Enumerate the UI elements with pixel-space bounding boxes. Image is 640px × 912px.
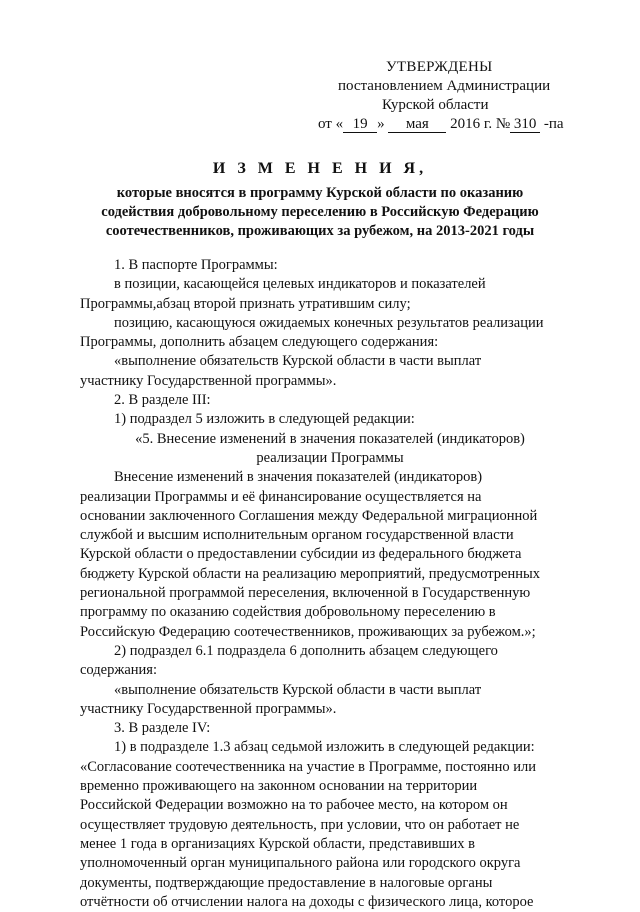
text-line: «выполнение обязательств Курской области в части выплат: [114, 353, 482, 370]
text-line: документы, подтверждающие предоставление в налоговые органы: [80, 874, 493, 891]
approval-date-line: [318, 115, 578, 134]
text-line: осуществляет трудовую деятельность, при условии, что он работает не: [80, 816, 520, 833]
document-body: [80, 256, 580, 912]
text-line: Программы, дополнить абзацем следующего содержания:: [80, 334, 439, 351]
text-line: Российскую Федерацию соотечественников, проживающих за рубежом.»;: [80, 623, 536, 640]
text-line: региональной программой переселения, включенной в Государственную: [80, 585, 531, 602]
text-line: 2) подраздел 6.1 подраздела 6 дополнить абзацем следующего: [114, 642, 498, 659]
text-line: в позиции, касающейся целевых индикаторов и показателей: [114, 276, 486, 293]
text-line: службой и высшим исполнительным органом государственной власти: [80, 527, 514, 544]
approval-stamp: [318, 58, 578, 134]
text-line: уполномоченный орган муниципального района или городского округа: [80, 855, 521, 872]
text-line: бюджету Курской области на реализацию мероприятий, предусмотренных: [80, 565, 540, 582]
decree-suffix: -па: [543, 116, 564, 132]
text-line: «выполнение обязательств Курской области в части выплат: [114, 681, 482, 698]
approval-title: УТВЕРЖДЕНЫ: [386, 59, 493, 75]
text-line: «5. Внесение изменений в значения показателей (индикаторов): [135, 430, 525, 447]
text-line: содержания:: [80, 662, 158, 679]
document-heading: [60, 160, 580, 241]
text-line: Внесение изменений в значения показателей (индикаторов): [114, 469, 483, 486]
decree-number: 310: [510, 117, 540, 133]
text-line: реализации Программы и её финансирование осуществляется на: [80, 488, 482, 505]
text-line: участнику Государственной программы».: [80, 700, 337, 717]
date-prefix: от «: [318, 116, 344, 132]
heading-subtitle-2: содействия добровольному переселению в Российскую Федерацию: [101, 204, 539, 220]
text-line: отчётности об отчислении налога на доходы с физического лица, которое: [80, 893, 534, 910]
heading-subtitle-1: которые вносятся в программу Курской области по оказанию: [116, 185, 524, 201]
text-line: 2. В разделе III:: [114, 392, 211, 409]
approval-issuer: постановлением Администрации: [338, 78, 551, 94]
text-line: программу по оказанию содействия добровольному переселению в: [80, 604, 496, 621]
text-line: Курской области о предоставлении субсидии из федерального бюджета: [80, 546, 522, 563]
date-month: мая: [388, 117, 446, 133]
heading-title: И З М Е Н Е Н И Я,: [212, 160, 428, 177]
text-line: реализации Программы: [256, 449, 404, 466]
text-line: основании заключенного Соглашения между Федеральной миграционной: [80, 507, 538, 524]
text-line: участнику Государственной программы».: [80, 372, 337, 389]
text-line: временно проживающего на законном основании на территории: [80, 778, 478, 795]
text-line: Российской Федерации возможно на то рабочее место, на котором он: [80, 797, 508, 814]
text-line: позицию, касающуюся ожидаемых конечных результатов реализации: [114, 314, 544, 331]
text-line: менее 1 года в организациях Курской области, представивших в: [80, 835, 475, 852]
text-line: «Согласование соотечественника на участие в Программе, постоянно или: [80, 758, 537, 775]
text-line: 1) подраздел 5 изложить в следующей редакции:: [114, 411, 415, 428]
text-line: 3. В разделе IV:: [114, 720, 211, 737]
text-line: 1. В паспорте Программы:: [114, 257, 278, 273]
date-year: 2016 г. №: [450, 116, 511, 132]
date-mid: »: [377, 116, 385, 132]
date-day: 19: [343, 117, 377, 133]
text-line: Программы,абзац второй признать утратившим силу;: [80, 295, 411, 312]
text-line: 1) в подразделе 1.3 абзац седьмой изложить в следующей редакции:: [114, 739, 535, 756]
approval-region: Курской области: [382, 97, 489, 113]
heading-subtitle-3: соотечественников, проживающих за рубежом, на 2013-2021 годы: [105, 223, 535, 239]
